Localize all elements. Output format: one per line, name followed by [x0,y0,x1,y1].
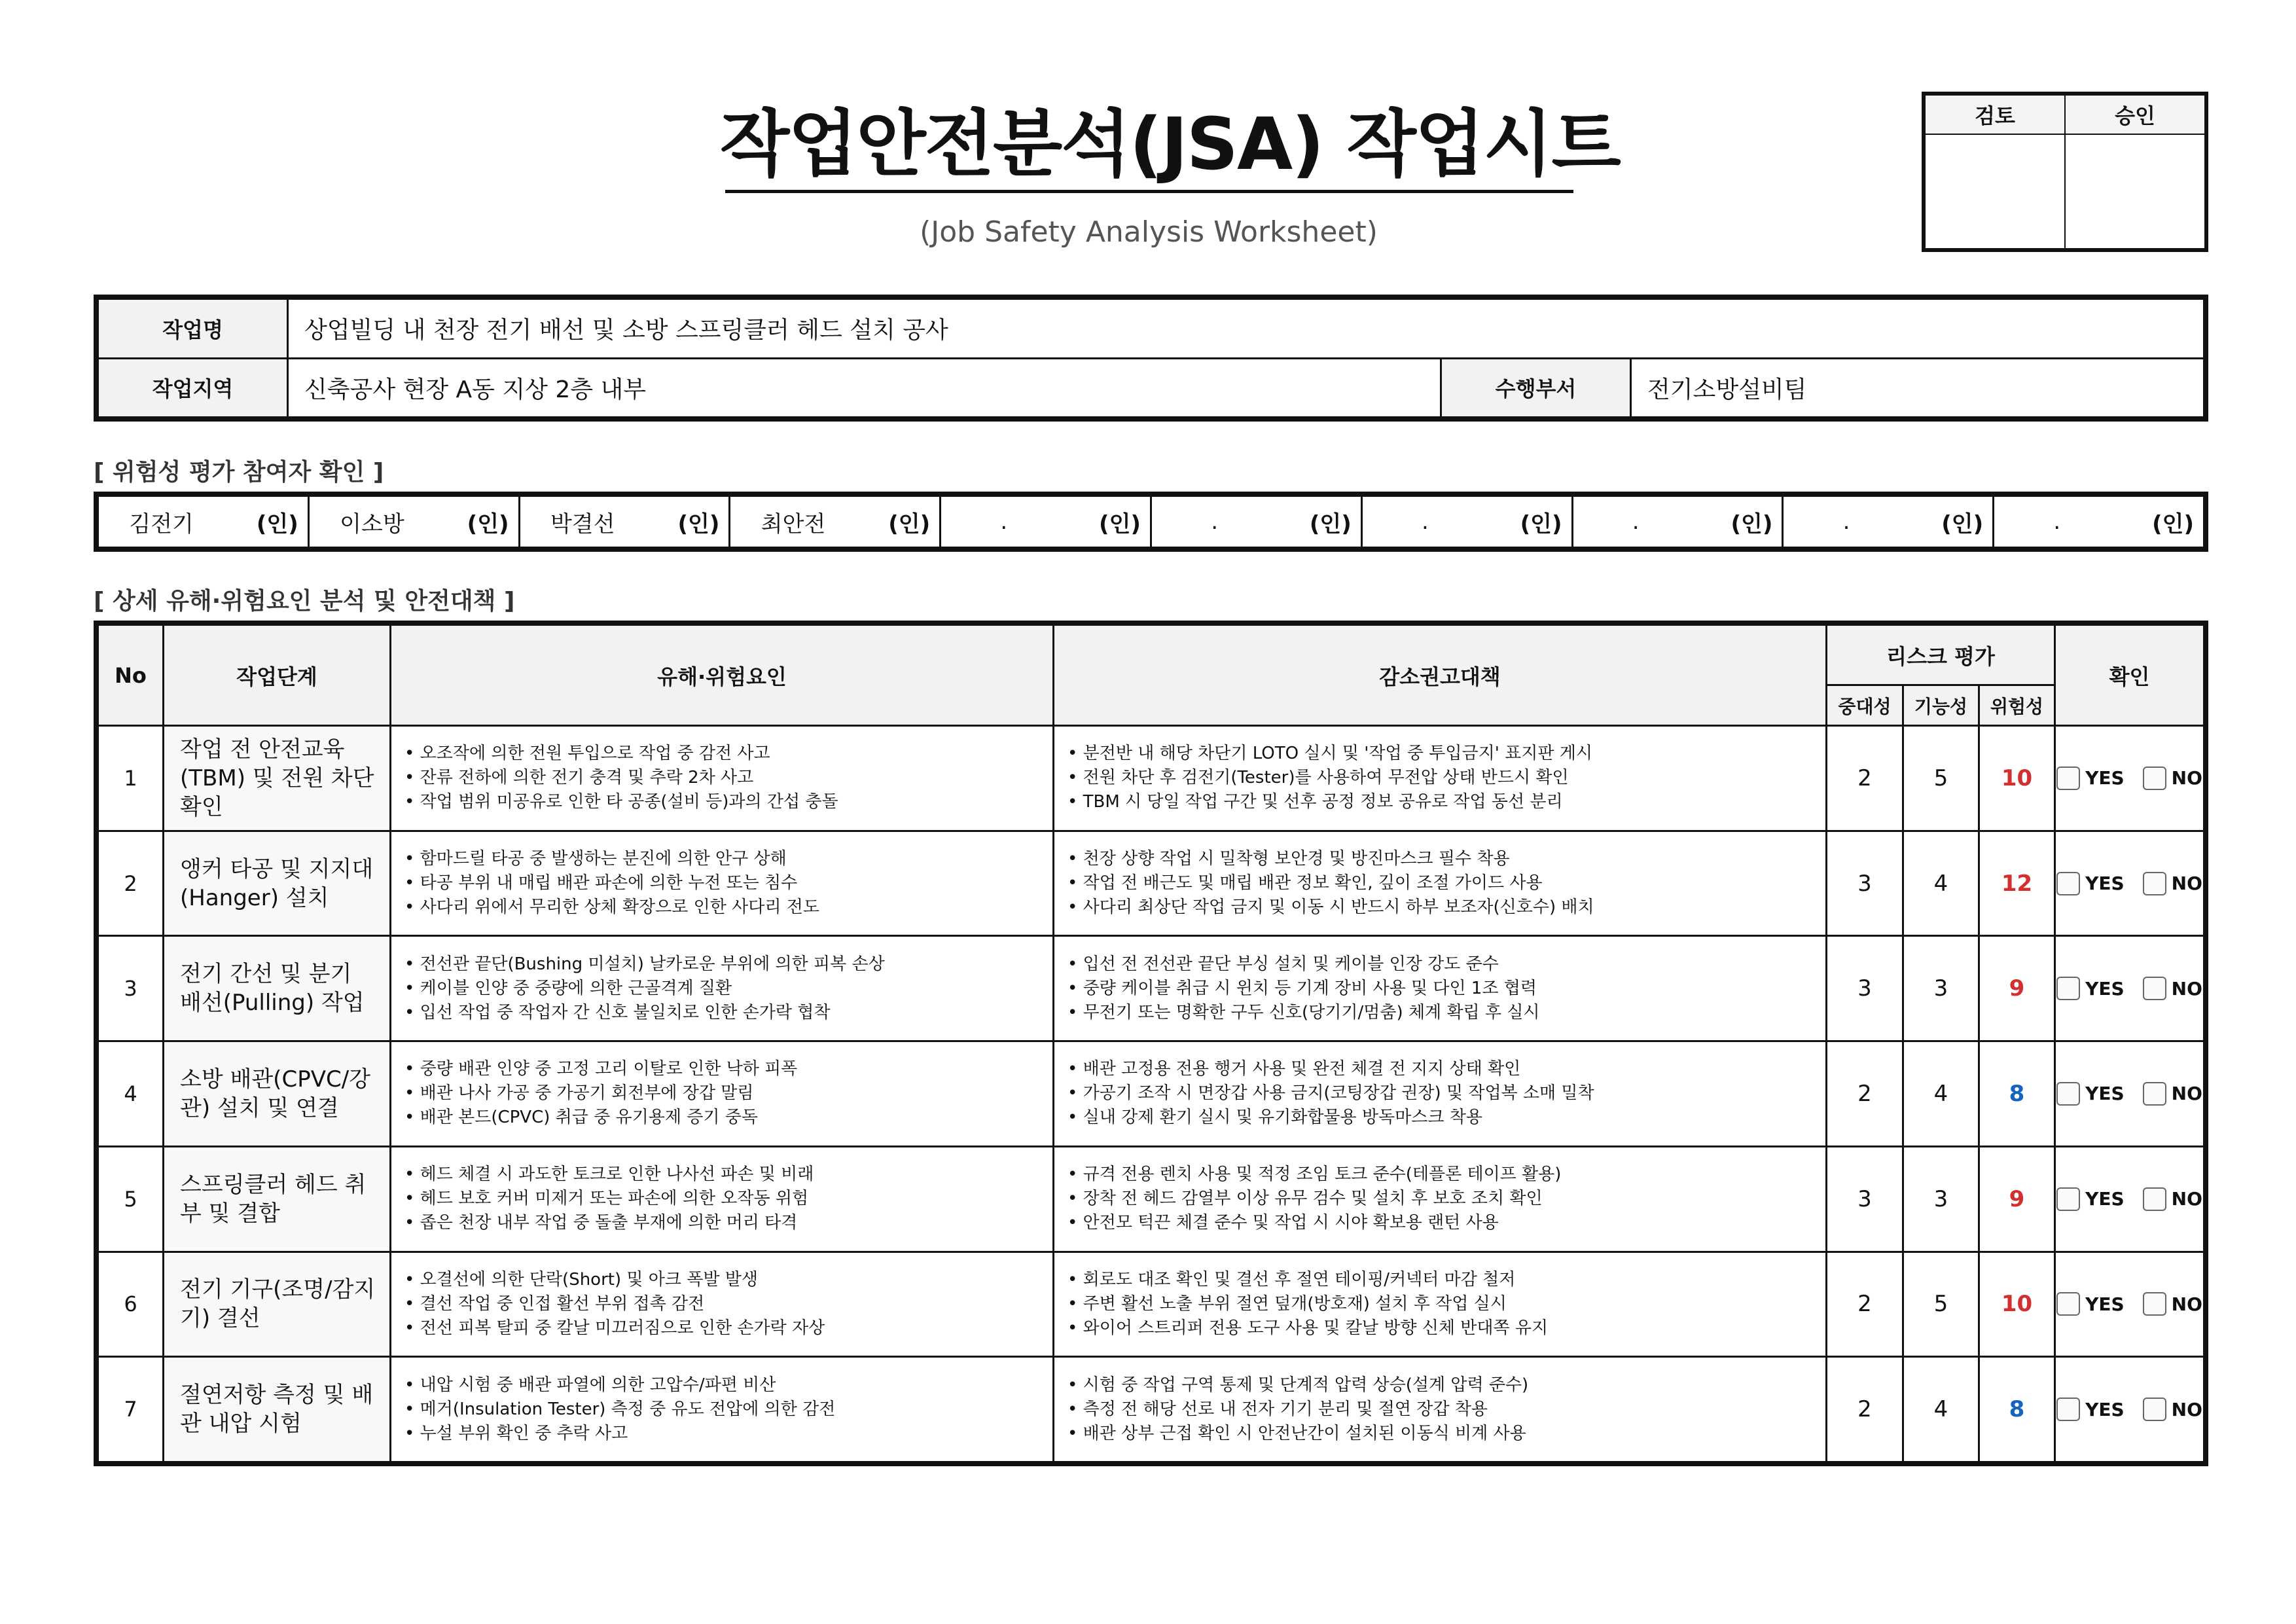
confirm-yes-option[interactable] [2056,1187,2125,1211]
confirm-yes-label: YES [2085,977,2125,1000]
hazard-item: • 배관 본드(CPVC) 취급 중 유기용제 증기 중독 [404,1108,758,1128]
page-subtitle: (Job Safety Analysis Worksheet) [920,215,1378,249]
review-label: 검토 [1925,95,2065,134]
hazard-item: • 입선 작업 중 작업자 간 신호 불일치로 인한 손가락 협착 [404,1002,831,1022]
control-item: • 무전기 또는 명확한 구두 신호(당기기/멈춤) 체계 확립 후 실시 [1067,1002,1540,1022]
confirm-options [2056,1398,2202,1421]
hazard-item: • 누설 부위 확인 중 추락 사고 [404,1423,628,1443]
participants-section-title: [ 위험성 평가 참여자 확인 ] [94,459,384,486]
control-item: • 사다리 최상단 작업 금지 및 이동 시 반드시 하부 보조자(신호수) 배치 [1067,897,1594,918]
confirm-options [2056,872,2202,895]
confirm-no-option[interactable] [2143,1398,2202,1421]
participant-cell[interactable] [1151,496,1361,548]
header-hazard: 유해·위험요인 [391,625,1054,726]
confirm-no-label: NO [2171,1083,2202,1105]
hazard-item: • 전선관 끝단(Bushing 미설치) 날카로운 부위에 의한 피복 손상 [404,954,885,974]
severity-value: 2 [1827,1357,1903,1462]
signature-mark: (인) [1309,511,1352,537]
likelihood-value: 5 [1903,726,1979,831]
hazard-item: • 전선 피복 탈피 중 칼날 미끄러짐으로 인한 손가락 자상 [404,1318,825,1338]
confirm-yes-option[interactable] [2056,1292,2125,1316]
hazard-item: • 결선 작업 중 인접 활선 부위 접촉 감전 [404,1293,705,1314]
checkbox-icon[interactable] [2143,1398,2166,1421]
work-step: 스프링클러 헤드 취부 및 결합 [164,1146,391,1252]
control-item: • 전원 차단 후 검전기(Tester)를 사용하여 무전압 상태 반드시 확인 [1067,768,1569,788]
confirm-options [2056,977,2202,1000]
participant-name: . [1842,509,1850,535]
control-item: • 가공기 조작 시 면장갑 사용 금지(코팅장갑 권장) 및 작업복 소매 밀착 [1067,1083,1594,1104]
job-name-label: 작업명 [98,299,288,359]
likelihood-value: 4 [1903,1357,1979,1462]
control-item: • 배관 고정용 전용 행거 사용 및 완전 체결 전 지지 상태 확인 [1067,1059,1521,1079]
likelihood-value: 3 [1903,1146,1979,1252]
signature-mark: (인) [1941,511,1984,537]
control-item: • 회로도 대조 확인 및 결선 후 절연 테이핑/커넥터 마감 철저 [1067,1269,1516,1290]
confirm-no-label: NO [2171,1188,2202,1210]
confirm-no-label: NO [2171,873,2202,895]
header-risk-level: 위험성 [1979,685,2055,726]
hazard-item: • 헤드 보호 커버 미제거 또는 파손에 의한 오작동 위험 [404,1189,809,1209]
likelihood-value: 3 [1903,936,1979,1041]
participant-cell[interactable] [308,496,519,548]
hazard-list [391,1146,1054,1252]
dept-value: 전기소방설비팀 [1631,358,2204,418]
confirm-cell [2055,1041,2204,1147]
control-item: • 작업 전 배근도 및 매립 배관 정보 확인, 깊이 조절 가이드 사용 [1067,873,1543,893]
row-number: 6 [98,1252,164,1357]
hazard-item: • 잔류 전하에 의한 전기 충격 및 추락 2차 사고 [404,768,754,788]
participant-name: . [1211,509,1219,535]
risk-value: 8 [1979,1357,2055,1462]
hazard-item: • 타공 부위 내 매립 배관 파손에 의한 누전 또는 침수 [404,873,798,893]
hazard-list [391,1041,1054,1147]
confirm-yes-label: YES [2085,1083,2125,1105]
severity-value: 3 [1827,936,1903,1041]
hazard-item: • 오결선에 의한 단락(Short) 및 아크 폭발 발생 [404,1269,758,1290]
job-info-table [94,295,2208,422]
hazard-item: • 좁은 천장 내부 작업 중 돌출 부재에 의한 머리 타격 [404,1213,798,1233]
confirm-yes-option[interactable] [2056,1398,2125,1421]
jsa-table [94,621,2208,1466]
confirm-yes-option[interactable] [2056,872,2125,895]
approve-sign-cell[interactable] [2065,134,2205,249]
risk-value: 10 [1979,726,2055,831]
row-number: 2 [98,831,164,936]
control-item: • 실내 강제 환기 실시 및 유기화합물용 방독마스크 착용 [1067,1108,1483,1128]
checkbox-icon[interactable] [2056,1292,2080,1316]
severity-value: 3 [1827,831,1903,936]
confirm-no-option[interactable] [2143,1187,2202,1211]
participant-name: 최안전 [761,511,826,537]
hazard-list [391,1252,1054,1357]
signature-mark: (인) [467,511,509,537]
confirm-options [2056,767,2202,790]
work-step: 앵커 타공 및 지지대(Hanger) 설치 [164,831,391,936]
table-row [98,1252,2204,1357]
participants-row [98,496,2204,548]
confirm-no-option[interactable] [2143,767,2202,790]
hazard-item: • 중량 배관 인양 중 고정 고리 이탈로 인한 낙하 피폭 [404,1059,798,1079]
control-item: • 측정 전 해당 선로 내 전자 기기 분리 및 절연 장갑 착용 [1067,1399,1488,1419]
header-no: No [98,625,164,726]
checkbox-icon[interactable] [2143,1292,2166,1316]
participant-cell[interactable] [1994,496,2204,548]
hazard-item: • 배관 나사 가공 중 가공기 회전부에 장갑 말림 [404,1083,754,1104]
control-item: • TBM 시 당일 작업 구간 및 선후 공정 정보 공유로 작업 동선 분리 [1067,792,1563,812]
hazard-item: • 헤드 체결 시 과도한 토크로 인한 나사선 파손 및 비래 [404,1164,814,1185]
confirm-yes-option[interactable] [2056,1082,2125,1106]
confirm-yes-label: YES [2085,767,2125,789]
hazard-item: • 오조작에 의한 전원 투입으로 작업 중 감전 사고 [404,744,770,764]
confirm-yes-option[interactable] [2056,977,2125,1000]
table-row [98,1357,2204,1462]
job-name-value: 상업빌딩 내 천장 전기 배선 및 소방 스프링클러 헤드 설치 공사 [288,299,2204,359]
control-item: • 입선 전 전선관 끝단 부싱 설치 및 케이블 인장 강도 준수 [1067,954,1499,974]
confirm-yes-label: YES [2085,1188,2125,1210]
table-row [98,1041,2204,1147]
checkbox-icon[interactable] [2056,1187,2080,1211]
participant-name: . [1000,509,1008,535]
severity-value: 2 [1827,1252,1903,1357]
risk-value: 9 [1979,1146,2055,1252]
confirm-no-option[interactable] [2143,1082,2202,1106]
review-sign-cell[interactable] [1925,134,2065,249]
control-list [1054,1146,1827,1252]
likelihood-value: 5 [1903,1252,1979,1357]
confirm-yes-label: YES [2085,1398,2125,1420]
confirm-no-label: NO [2171,977,2202,1000]
jsa-rows [98,726,2204,1462]
signature-mark: (인) [888,511,931,537]
confirm-cell [2055,726,2204,831]
row-number: 7 [98,1357,164,1462]
signature-mark: (인) [677,511,720,537]
control-list [1054,831,1827,936]
risk-value: 8 [1979,1041,2055,1147]
table-row [98,726,2204,831]
work-step: 전기 간선 및 분기 배선(Pulling) 작업 [164,936,391,1041]
confirm-no-label: NO [2171,767,2202,789]
participant-cell[interactable] [1361,496,1572,548]
participant-name: 김전기 [129,511,194,537]
participant-name: 이소방 [340,511,404,537]
page-title: 작업안전분석(JSA) 작업시트 [720,102,1620,186]
control-item: • 장착 전 헤드 감열부 이상 유무 검수 및 설치 후 보호 조치 확인 [1067,1189,1543,1209]
confirm-yes-label: YES [2085,1293,2125,1315]
confirm-cell [2055,1252,2204,1357]
hazard-item: • 케이블 인양 중 중량에 의한 근골격계 질환 [404,978,732,998]
checkbox-icon[interactable] [2056,767,2080,790]
row-number: 1 [98,726,164,831]
confirm-cell [2055,936,2204,1041]
analysis-section-title: [ 상세 유해·위험요인 분석 및 안전대책 ] [94,588,515,615]
title-underline [725,190,1573,193]
confirm-yes-label: YES [2085,873,2125,895]
confirm-no-label: NO [2171,1398,2202,1420]
participant-name: . [1422,509,1429,535]
work-step: 전기 기구(조명/감지기) 결선 [164,1252,391,1357]
area-value: 신축공사 현장 A동 지상 2층 내부 [288,358,1441,418]
likelihood-value: 4 [1903,1041,1979,1147]
risk-value: 9 [1979,936,2055,1041]
hazard-item: • 메거(Insulation Tester) 측정 중 유도 전압에 의한 감전 [404,1399,836,1419]
checkbox-icon[interactable] [2143,872,2166,895]
risk-value: 12 [1979,831,2055,936]
hazard-list [391,1357,1054,1462]
work-step: 절연저항 측정 및 배관 내압 시험 [164,1357,391,1462]
signature-mark: (인) [2152,511,2194,537]
participant-cell[interactable] [98,496,309,548]
hazard-list [391,726,1054,831]
header-step: 작업단계 [164,625,391,726]
row-number: 4 [98,1041,164,1147]
checkbox-icon[interactable] [2143,767,2166,790]
checkbox-icon[interactable] [2056,872,2080,895]
header-likelihood: 기능성 [1903,685,1979,726]
header-severity: 중대성 [1827,685,1903,726]
signature-mark: (인) [1731,511,1773,537]
checkbox-icon[interactable] [2056,977,2080,1000]
approval-box [1922,92,2208,252]
control-item: • 와이어 스트리퍼 전용 도구 사용 및 칼날 방향 신체 반대쪽 유지 [1067,1318,1549,1338]
hazard-list [391,831,1054,936]
approve-label: 승인 [2065,95,2205,134]
hazard-item: • 사다리 위에서 무리한 상체 확장으로 인한 사다리 전도 [404,897,820,918]
hazard-item: • 작업 범위 미공유로 인한 타 공종(설비 등)과의 간섭 충돌 [404,792,838,812]
table-row [98,1146,2204,1252]
confirm-yes-option[interactable] [2056,767,2125,790]
control-list [1054,726,1827,831]
checkbox-icon[interactable] [2143,977,2166,1000]
participant-name: . [1632,509,1640,535]
control-item: • 안전모 턱끈 체결 준수 및 작업 시 시야 확보용 랜턴 사용 [1067,1213,1499,1233]
signature-mark: (인) [256,511,298,537]
confirm-cell [2055,1357,2204,1462]
checkbox-icon[interactable] [2143,1082,2166,1106]
control-item: • 규격 전용 렌치 사용 및 적정 조임 토크 준수(테플론 테이프 활용) [1067,1164,1562,1185]
participant-cell[interactable] [519,496,730,548]
control-item: • 배관 상부 근접 확인 시 안전난간이 설치된 이동식 비계 사용 [1067,1423,1526,1443]
likelihood-value: 4 [1903,831,1979,936]
table-row [98,831,2204,936]
row-number: 5 [98,1146,164,1252]
dept-label: 수행부서 [1441,358,1631,418]
participants-table [94,492,2208,552]
participant-cell[interactable] [1783,496,1994,548]
control-list [1054,1041,1827,1147]
confirm-no-option[interactable] [2143,872,2202,895]
participant-cell[interactable] [941,496,1151,548]
confirm-options [2056,1187,2202,1211]
control-list [1054,936,1827,1041]
confirm-options [2056,1082,2202,1106]
control-item: • 주변 활선 노출 부위 절연 덮개(방호재) 설치 후 작업 실시 [1067,1293,1507,1314]
checkbox-icon[interactable] [2143,1187,2166,1211]
confirm-cell [2055,831,2204,936]
hazard-list [391,936,1054,1041]
row-number: 3 [98,936,164,1041]
table-row [98,936,2204,1041]
severity-value: 3 [1827,1146,1903,1252]
hazard-item: • 내압 시험 중 배관 파열에 의한 고압수/파편 비산 [404,1375,776,1395]
severity-value: 2 [1827,726,1903,831]
control-item: • 중량 케이블 취급 시 윈치 등 기계 장비 사용 및 다인 1조 협력 [1067,978,1537,998]
work-step: 작업 전 안전교육(TBM) 및 전원 차단 확인 [164,726,391,831]
signature-mark: (인) [1099,511,1141,537]
confirm-cell [2055,1146,2204,1252]
participant-cell[interactable] [730,496,941,548]
risk-value: 10 [1979,1252,2055,1357]
area-label: 작업지역 [98,358,288,418]
confirm-no-option[interactable] [2143,977,2202,1000]
control-item: • 시험 중 작업 구역 통제 및 단계적 압력 상승(설계 압력 준수) [1067,1375,1529,1395]
confirm-no-option[interactable] [2143,1292,2202,1316]
checkbox-icon[interactable] [2056,1082,2080,1106]
confirm-options [2056,1292,2202,1316]
header-confirm: 확인 [2055,625,2204,726]
header-control: 감소권고대책 [1054,625,1827,726]
participant-name: 박결선 [550,511,615,537]
confirm-no-label: NO [2171,1293,2202,1315]
participant-cell[interactable] [1572,496,1783,548]
hazard-item: • 함마드릴 타공 중 발생하는 분진에 의한 안구 상해 [404,849,787,869]
signature-mark: (인) [1520,511,1562,537]
work-step: 소방 배관(CPVC/강관) 설치 및 연결 [164,1041,391,1147]
checkbox-icon[interactable] [2056,1398,2080,1421]
control-list [1054,1252,1827,1357]
header-risk: 리스크 평가 [1827,625,2055,685]
control-item: • 천장 상향 작업 시 밀착형 보안경 및 방진마스크 필수 착용 [1067,849,1510,869]
control-list [1054,1357,1827,1462]
control-item: • 분전반 내 해당 차단기 LOTO 실시 및 '작업 중 투입금지' 표지판 게시 [1067,744,1592,764]
severity-value: 2 [1827,1041,1903,1147]
participant-name: . [2053,509,2061,535]
